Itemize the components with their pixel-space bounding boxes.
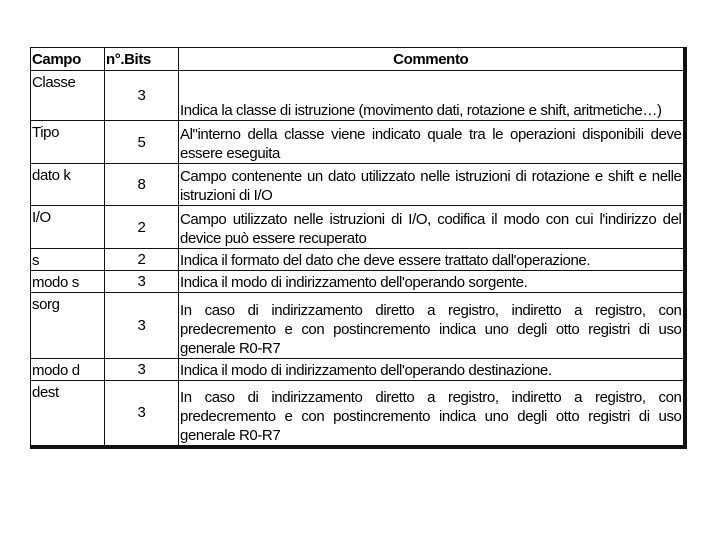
table-row	[31, 271, 685, 293]
table-row	[31, 71, 685, 121]
bits-cell: 2	[105, 206, 179, 249]
table-row	[31, 164, 685, 206]
field-name-cell: Tipo	[31, 121, 105, 164]
bits-cell: 3	[105, 271, 179, 293]
header-campo: Campo	[31, 48, 105, 71]
fields-table	[30, 47, 687, 449]
field-name-cell: s	[31, 249, 105, 271]
field-name-cell: Classe	[31, 71, 105, 121]
comment-cell: Campo contenente un dato utilizzato nelle istruzioni di rotazione e shift e nelle istruzioni di I/O	[179, 164, 685, 206]
field-name-cell: sorg	[31, 293, 105, 359]
bits-cell: 5	[105, 121, 179, 164]
comment-cell: In caso di indirizzamento diretto a registro, indiretto a registro, con predecremento e con postincremento indica uno degli otto registri di uso generale R0-R7	[179, 381, 685, 447]
table-row	[31, 249, 685, 271]
table-row	[31, 206, 685, 249]
comment-cell: Indica la classe di istruzione (movimento dati, rotazione e shift, aritmetiche…)	[179, 71, 685, 121]
table-row	[31, 381, 685, 447]
comment-cell: Indica il formato del dato che deve essere trattato dall'operazione.	[179, 249, 685, 271]
comment-cell: Campo utilizzato nelle istruzioni di I/O, codifica il modo con cui l'indirizzo del device può essere recuperato	[179, 206, 685, 249]
header-row	[31, 48, 685, 71]
comment-cell: Indica il modo di indirizzamento dell'operando sorgente.	[179, 271, 685, 293]
field-name-cell: modo d	[31, 359, 105, 381]
field-name-cell: dest	[31, 381, 105, 447]
table-row	[31, 121, 685, 164]
field-name-cell: dato k	[31, 164, 105, 206]
bits-cell: 3	[105, 293, 179, 359]
header-bits: n°.Bits	[105, 48, 179, 71]
field-name-cell: I/O	[31, 206, 105, 249]
bits-cell: 3	[105, 71, 179, 121]
comment-cell: Indica il modo di indirizzamento dell'operando destinazione.	[179, 359, 685, 381]
header-commento: Commento	[179, 48, 685, 71]
bits-cell: 8	[105, 164, 179, 206]
table-row	[31, 293, 685, 359]
bits-cell: 3	[105, 359, 179, 381]
bits-cell: 3	[105, 381, 179, 447]
comment-cell: In caso di indirizzamento diretto a registro, indiretto a registro, con predecremento e con postincremento indica uno degli otto registri di uso generale R0-R7	[179, 293, 685, 359]
field-name-cell: modo s	[31, 271, 105, 293]
bits-cell: 2	[105, 249, 179, 271]
comment-cell: Al"interno della classe viene indicato quale tra le operazioni disponibili deve essere eseguita	[179, 121, 685, 164]
table-row	[31, 359, 685, 381]
